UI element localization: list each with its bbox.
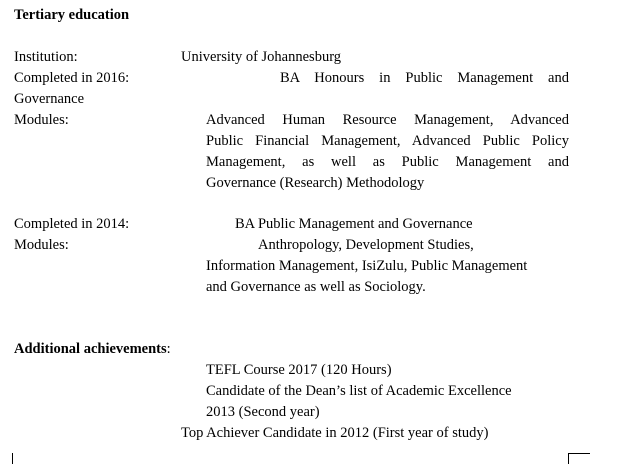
section-heading-additional — [14, 341, 171, 358]
modules-2014-line: Anthropology, Development Studies, — [258, 237, 474, 253]
modules-2014-line: and Governance as well as Sociology. — [206, 279, 426, 295]
additional-heading-colon: : — [166, 341, 171, 357]
completed-2016-label: Completed in 2016: — [14, 70, 130, 86]
additional-heading-text: Additional achievements — [14, 341, 167, 357]
achievement-item: TEFL Course 2017 (120 Hours) — [206, 362, 392, 378]
achievement-item: 2013 (Second year) — [206, 404, 320, 420]
modules-2016-line: Advanced Human Resource Management, Advanced — [206, 112, 569, 128]
modules-label-2016: Modules: — [14, 112, 69, 128]
institution-label: Institution: — [14, 49, 78, 65]
achievement-item: Top Achiever Candidate in 2012 (First year of study) — [181, 425, 489, 441]
modules-2016-line: Public Financial Management, Advanced Public Policy — [206, 133, 569, 149]
modules-2016-line: Management, as well as Public Management and — [206, 154, 569, 170]
completed-2014-label: Completed in 2014: — [14, 216, 130, 232]
completed-2016-degree-continued: Governance — [14, 91, 85, 107]
completed-2016-degree: BA Honours in Public Management and — [280, 70, 569, 86]
section-heading-tertiary: Tertiary education — [14, 7, 130, 23]
achievement-item: Candidate of the Dean’s list of Academic Excellence — [206, 383, 512, 399]
institution-value: University of Johannesburg — [181, 49, 342, 65]
completed-2014-degree: BA Public Management and Governance — [235, 216, 473, 232]
modules-label-2014: Modules: — [14, 237, 69, 253]
modules-2016-line: Governance (Research) Methodology — [206, 175, 425, 191]
modules-2014-line: Information Management, IsiZulu, Public Management — [206, 258, 528, 274]
